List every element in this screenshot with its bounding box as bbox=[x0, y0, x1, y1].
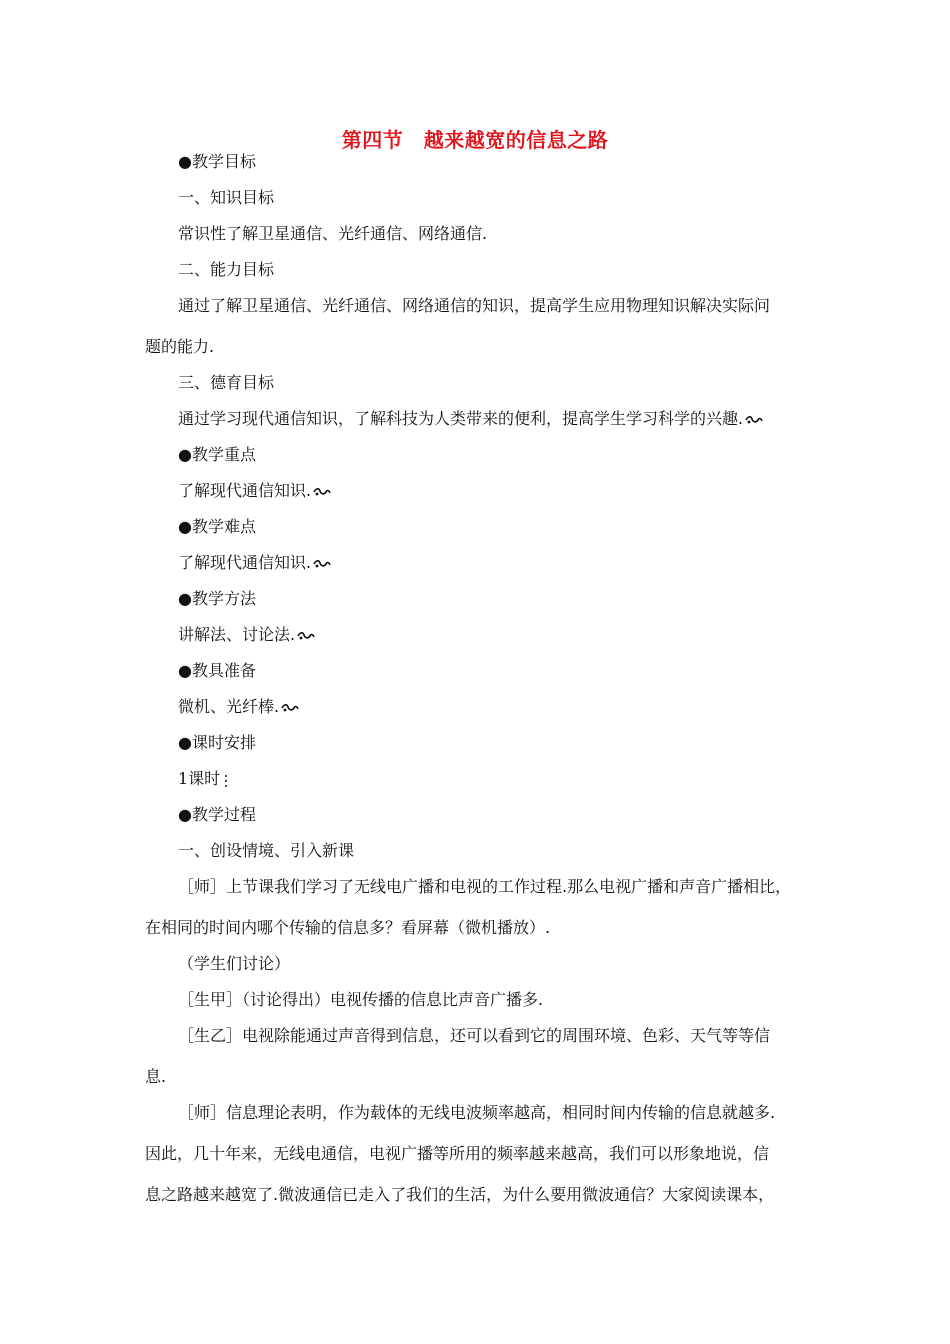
scribble-mark-icon bbox=[297, 631, 315, 641]
subheading-moral-goals: 三、德育目标 bbox=[178, 373, 275, 392]
paragraph-line-with-mark bbox=[178, 553, 331, 573]
paragraph-text: 1课时 bbox=[178, 769, 221, 788]
paragraph-line: ［师］信息理论表明，作为载体的无线电波频率越高，相同时间内传输的信息就越多. bbox=[178, 1103, 776, 1122]
dotted-mark-icon bbox=[224, 773, 228, 787]
paragraph-line: ［生乙］电视除能通过声音得到信息，还可以看到它的周围环境、色彩、天气等等信 bbox=[178, 1026, 771, 1045]
page-title: 第四节 越来越宽的信息之路 bbox=[341, 128, 609, 152]
subheading-ability-goals: 二、能力目标 bbox=[178, 260, 275, 279]
paragraph-line: 题的能力. bbox=[145, 337, 215, 356]
paragraph-line: ［师］上节课我们学习了无线电广播和电视的工作过程.那么电视广播和声音广播相比， bbox=[178, 877, 792, 896]
paragraph-text: 讲解法、讨论法. bbox=[178, 625, 296, 644]
paragraph-line-with-mark bbox=[178, 409, 763, 429]
paragraph-line: 息之路越来越宽了.微波通信已走入了我们的生活，为什么要用微波通信？大家阅读课本， bbox=[145, 1185, 775, 1204]
section-heading-class-hours: ●课时安排 bbox=[178, 733, 256, 752]
paragraph-line-with-mark bbox=[178, 769, 228, 789]
paragraph-line-with-mark bbox=[178, 625, 315, 645]
paragraph-text: 了解现代通信知识. bbox=[178, 553, 312, 572]
paragraph-line: 在相同的时间内哪个传输的信息多？看屏幕（微机播放）. bbox=[145, 918, 551, 937]
paragraph-text: 了解现代通信知识. bbox=[178, 481, 312, 500]
paragraph-line: 常识性了解卫星通信、光纤通信、网络通信. bbox=[178, 224, 488, 243]
paragraph-line: 因此，几十年来，无线电通信，电视广播等所用的频率越来越高，我们可以形象地说，信 bbox=[145, 1144, 770, 1163]
paragraph-line: 通过了解卫星通信、光纤通信、网络通信的知识，提高学生应用物理知识解决实际问 bbox=[178, 296, 771, 315]
scribble-mark-icon bbox=[281, 703, 299, 713]
subheading-intro: 一、创设情境、引入新课 bbox=[178, 841, 355, 860]
paragraph-line: （学生们讨论） bbox=[178, 954, 291, 973]
section-heading-teaching-aids: ●教具准备 bbox=[178, 661, 256, 680]
paragraph-line-with-mark bbox=[178, 697, 299, 717]
paragraph-text: 通过学习现代通信知识，了解科技为人类带来的便利，提高学生学习科学的兴趣. bbox=[178, 409, 744, 428]
scribble-mark-icon bbox=[313, 559, 331, 569]
scribble-mark-icon bbox=[313, 487, 331, 497]
paragraph-text: 微机、光纤棒. bbox=[178, 697, 280, 716]
subheading-knowledge-goals: 一、知识目标 bbox=[178, 188, 275, 207]
section-heading-difficult-points: ●教学难点 bbox=[178, 517, 256, 536]
section-heading-teaching-process: ●教学过程 bbox=[178, 805, 256, 824]
scribble-mark-icon bbox=[745, 415, 763, 425]
section-heading-teaching-methods: ●教学方法 bbox=[178, 589, 256, 608]
paragraph-line: ［生甲］（讨论得出）电视传播的信息比声音广播多. bbox=[178, 990, 544, 1009]
section-heading-key-points: ●教学重点 bbox=[178, 445, 256, 464]
paragraph-line-with-mark bbox=[178, 481, 331, 501]
section-heading-teaching-goals: ●教学目标 bbox=[178, 152, 256, 171]
paragraph-line: 息. bbox=[145, 1067, 167, 1086]
